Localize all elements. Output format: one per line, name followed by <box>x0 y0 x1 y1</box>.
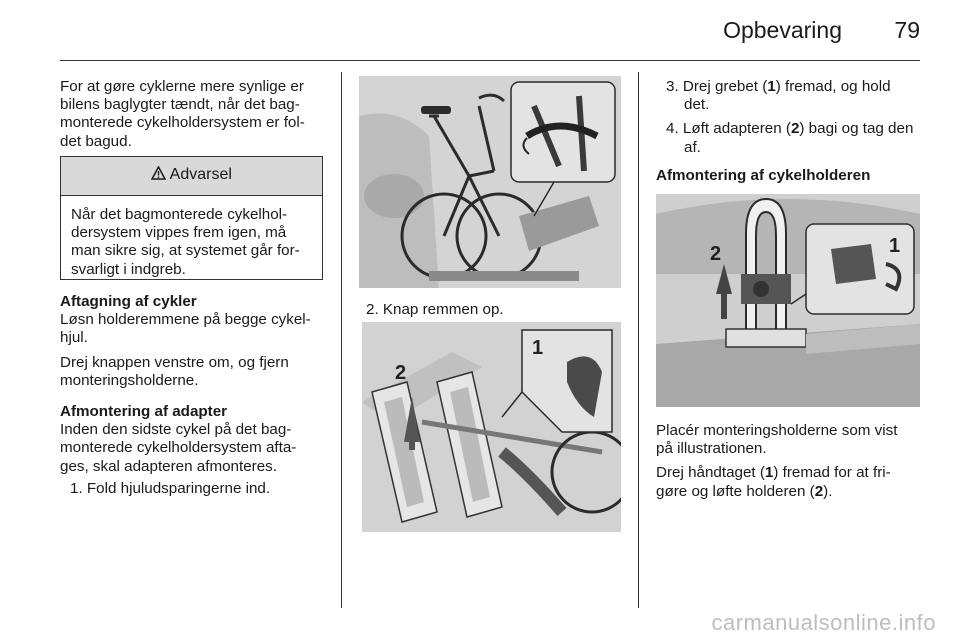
warning-box <box>60 156 323 280</box>
warning-header <box>61 157 322 196</box>
header-rule <box>60 60 920 61</box>
step-text: af. <box>684 138 701 156</box>
intro-paragraph <box>60 78 330 151</box>
body-text: Drej håndtaget ( <box>656 464 765 482</box>
steps-3-4 <box>666 78 926 157</box>
figure-bike-carrier <box>359 76 621 288</box>
bike-carrier-illustration <box>359 76 621 288</box>
body-text: ). <box>823 482 833 500</box>
section-remove-bikes <box>60 293 330 396</box>
intro-line: monterede cykelholdersystem er fol- <box>60 114 305 132</box>
callout-label-1: 1 <box>532 337 544 359</box>
warning-line: svarligt i indgreb. <box>71 260 186 278</box>
page-number: 79 <box>894 17 920 43</box>
section-heading: Afmontering af cykelholderen <box>656 167 871 184</box>
page-header <box>0 0 960 60</box>
intro-line: det bagud. <box>60 132 132 150</box>
body-line: monterede cykelholdersystem afta- <box>60 439 297 457</box>
warning-line: man sikre sig, at systemet går for- <box>71 242 300 260</box>
warning-line: dersystem vippes frem igen, må <box>71 224 287 242</box>
section-heading: Afmontering af adapter <box>60 403 228 420</box>
warning-title: Advarsel <box>169 166 232 183</box>
body-line: ges, skal adapteren afmonteres. <box>60 457 277 475</box>
step-ref: 2 <box>790 120 800 138</box>
step-ref: 2 <box>814 482 824 500</box>
body-line: monteringsholderne. <box>60 371 199 389</box>
page-title: Opbevaring <box>723 17 842 43</box>
body-line: Inden den sidste cykel på det bag- <box>60 421 292 439</box>
section-heading: Aftagning af cykler <box>60 293 197 310</box>
step-text: 3. Drej grebet ( <box>666 78 768 95</box>
figure-holder-removal <box>656 194 920 407</box>
body-text: ) fremad for at fri- <box>773 464 891 482</box>
callout-label-2: 2 <box>395 362 407 384</box>
warning-line: Når det bagmonterede cykelhol- <box>71 206 288 223</box>
body-text: gøre og løfte holderen ( <box>656 482 815 500</box>
step-ref: 1 <box>764 464 774 482</box>
step-item: 1. Fold hjuludsparingerne ind. <box>70 479 271 497</box>
body-line: på illustrationen. <box>656 440 767 458</box>
body-line: Løsn holderemmene på begge cykel- <box>60 311 311 329</box>
step-2-caption: 2. Knap remmen op. <box>366 301 504 318</box>
warning-body <box>61 196 322 289</box>
step-text: det. <box>684 96 710 114</box>
body-line <box>656 483 926 501</box>
step-ref: 1 <box>767 78 776 95</box>
step-text: ) bagi og tag den <box>799 120 914 138</box>
watermark: carmanualsonline.info <box>711 610 936 635</box>
step-text: ) fremad, og hold <box>775 78 891 95</box>
wheel-trays-illustration <box>362 322 621 532</box>
body-line: Drej knappen venstre om, og fjern <box>60 353 289 371</box>
figure-wheel-trays <box>362 322 621 532</box>
section-remove-adapter <box>60 403 330 498</box>
body-line: Placér monteringsholderne som vist <box>656 422 898 439</box>
step-item <box>666 78 926 96</box>
intro-line: bilens baglygter tændt, når det bag- <box>60 96 300 114</box>
body-line <box>656 464 926 482</box>
column-divider-2 <box>638 72 639 608</box>
column-divider-1 <box>341 72 342 608</box>
holder-removal-illustration <box>656 194 920 407</box>
warning-triangle-icon <box>151 166 170 183</box>
callout-label-1: 1 <box>889 235 901 257</box>
intro-line: For at gøre cyklerne mere synlige er <box>60 78 304 95</box>
body-line: hjul. <box>60 329 88 347</box>
step-text: 4. Løft adapteren ( <box>666 120 791 138</box>
step-item <box>666 120 926 138</box>
callout-label-2: 2 <box>710 243 722 265</box>
section-holder-text <box>656 422 926 501</box>
